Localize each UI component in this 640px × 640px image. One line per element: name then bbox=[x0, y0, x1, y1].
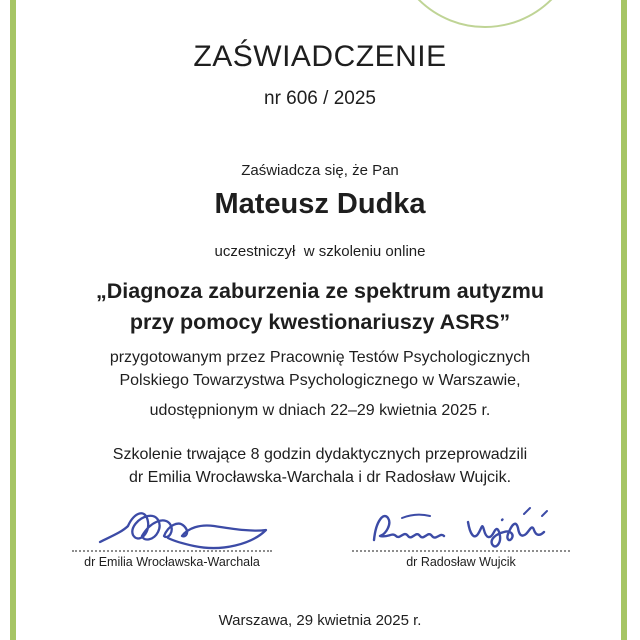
signature-block-radoslaw bbox=[352, 508, 570, 578]
signature-image-emilia bbox=[72, 502, 272, 556]
left-border-stripe bbox=[10, 0, 16, 640]
right-border-stripe bbox=[621, 0, 627, 640]
organizer-line1: przygotowanym przez Pracownię Testów Psychologicznych bbox=[109, 349, 531, 366]
organizer-line2: Polskiego Towarzystwa Psychologicznego w Warszawie, bbox=[119, 371, 521, 389]
certificate-title: ZAŚWIADCZENIE bbox=[193, 40, 447, 73]
recipient-name: Mateusz Dudka bbox=[214, 188, 426, 220]
decorative-circle bbox=[390, 0, 580, 28]
signature-label-emilia: dr Emilia Wrocławska-Warchala bbox=[84, 555, 260, 569]
intro-text: Zaświadcza się, że Pan bbox=[241, 162, 399, 179]
place-and-date: Warszawa, 29 kwietnia 2025 r. bbox=[218, 612, 422, 629]
participation-text: uczestniczył w szkoleniu online bbox=[214, 243, 426, 260]
trainers-line2: dr Emilia Wrocławska-Warchala i dr Radosław Wujcik. bbox=[128, 468, 512, 486]
course-title bbox=[30, 276, 610, 338]
signature-image-radoslaw bbox=[352, 502, 570, 556]
trainers-text bbox=[30, 444, 610, 489]
signature-block-emilia bbox=[72, 508, 272, 578]
organizer-text bbox=[30, 347, 610, 392]
signature-label-radoslaw: dr Radosław Wujcik bbox=[406, 555, 516, 569]
course-title-line2: przy pomocy kwestionariuszy ASRS” bbox=[129, 310, 511, 334]
availability-text: udostępnionym w dniach 22–29 kwietnia 2025 r. bbox=[149, 402, 491, 419]
certificate-number: nr 606 / 2025 bbox=[264, 88, 376, 109]
course-title-line1: „Diagnoza zaburzenia ze spektrum autyzmu bbox=[95, 279, 544, 303]
trainers-line1: Szkolenie trwające 8 godzin dydaktycznych przeprowadzili bbox=[112, 446, 528, 463]
